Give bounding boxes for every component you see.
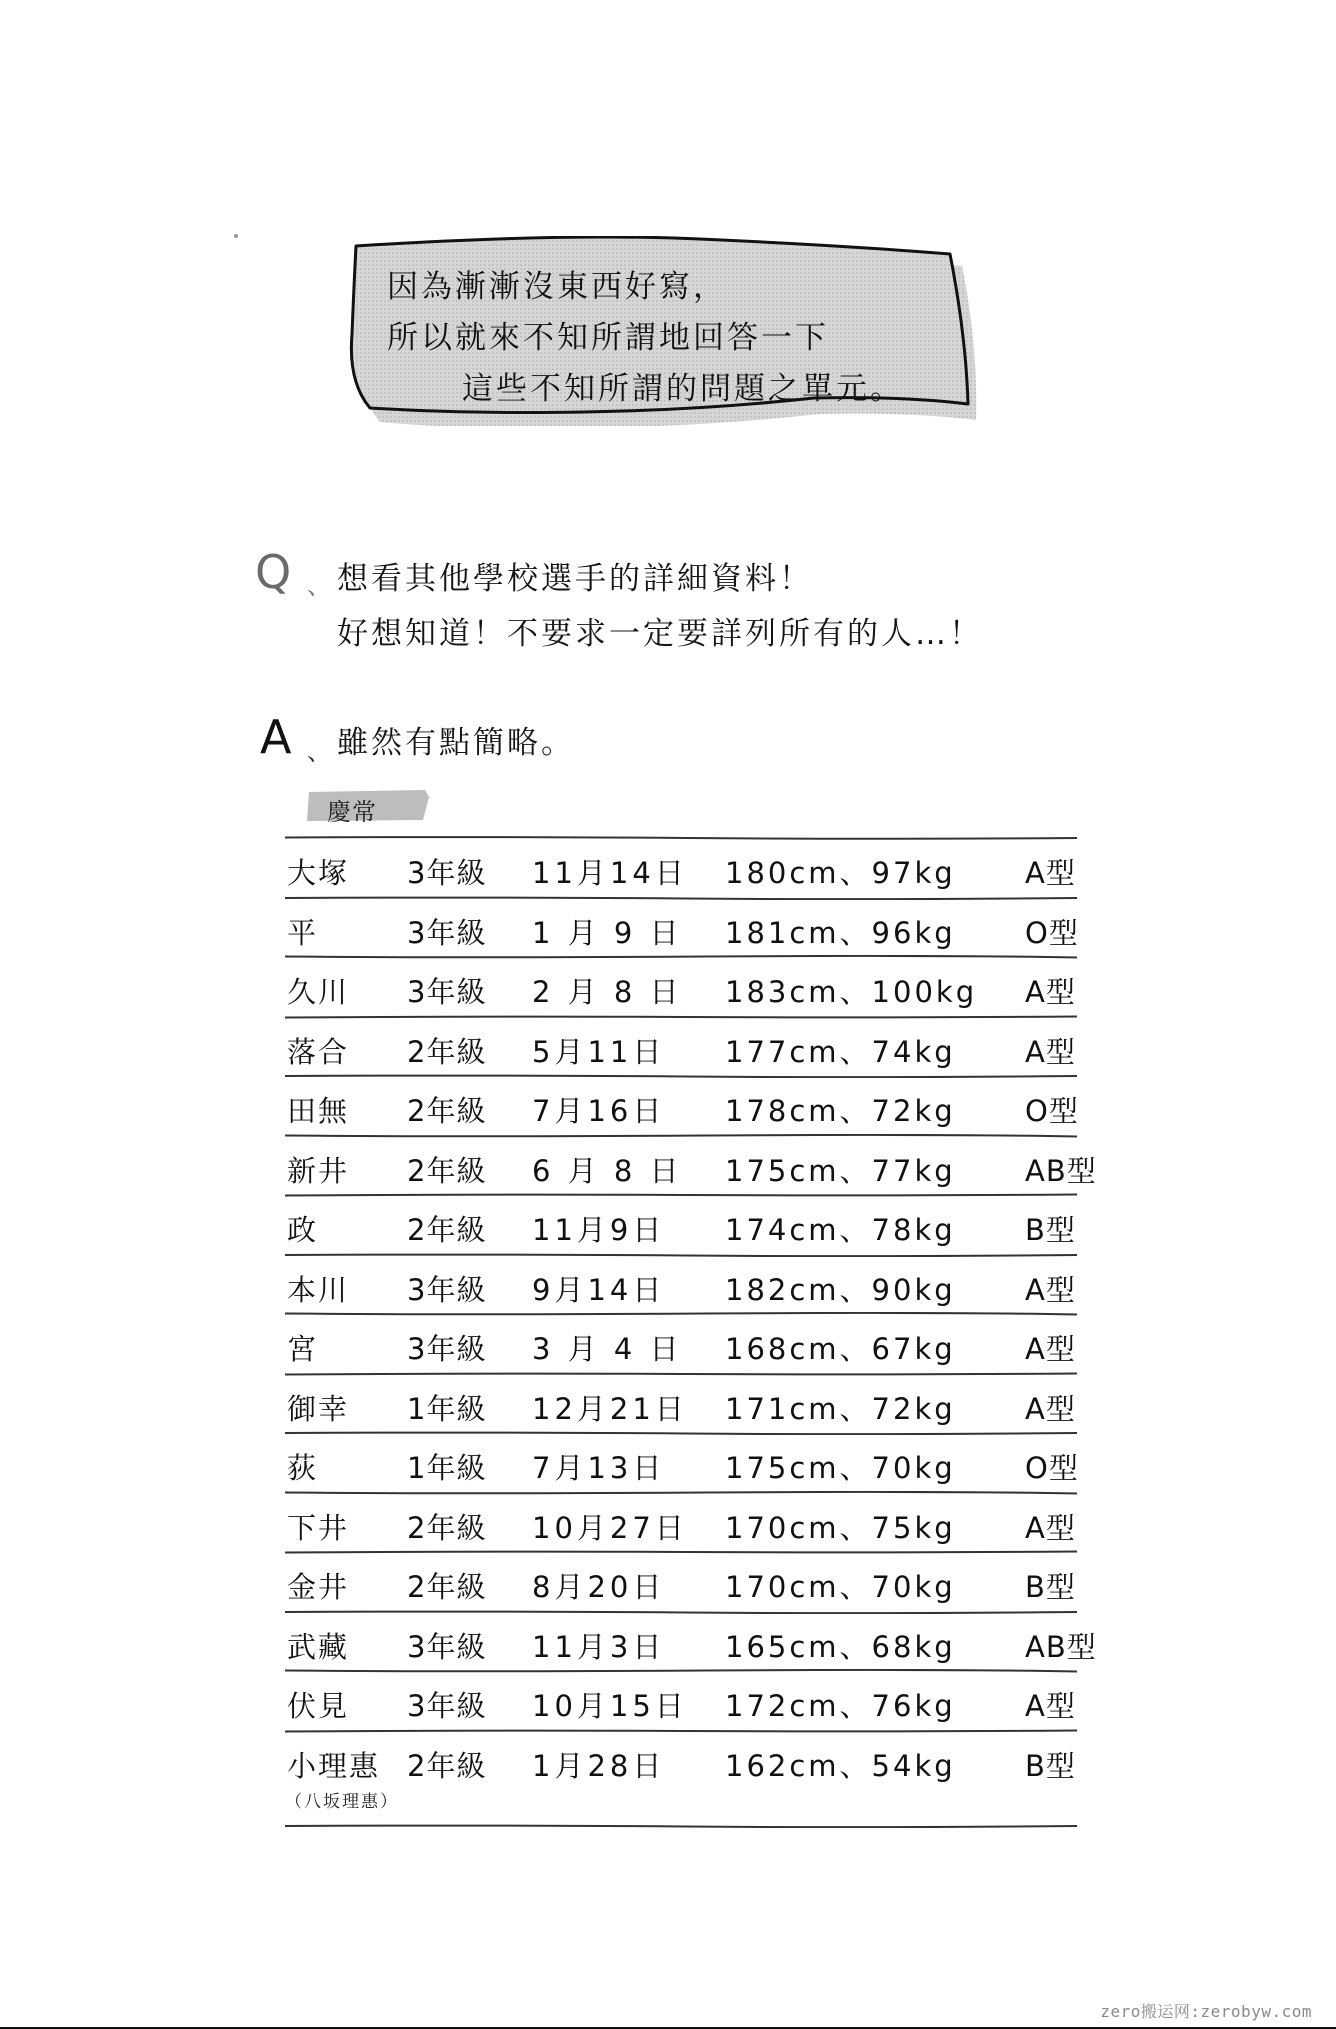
player-birthday: 6 月 8 日 <box>532 1153 683 1188</box>
player-name: 荻 <box>287 1451 319 1485</box>
player-grade: 2年級 <box>407 1034 487 1069</box>
table-rule <box>285 1824 1077 1828</box>
player-name: 田無 <box>287 1094 350 1128</box>
player-height-weight: 177cm、74kg <box>725 1034 956 1069</box>
table-row <box>285 1493 1115 1553</box>
player-name: 伏見 <box>287 1689 350 1723</box>
player-blood-type: A型 <box>1025 1689 1076 1723</box>
player-height-weight: 180cm、97kg <box>725 856 956 890</box>
player-name: 宮 <box>287 1332 319 1366</box>
player-grade: 3年級 <box>407 1629 487 1664</box>
player-grade: 3年級 <box>407 856 487 890</box>
player-height-weight: 171cm、72kg <box>725 1391 956 1426</box>
table-row <box>285 1433 1115 1493</box>
player-height-weight: 174cm、78kg <box>725 1213 956 1247</box>
player-blood-type: A型 <box>1025 1510 1076 1545</box>
table-row <box>285 957 1115 1017</box>
player-blood-type: O型 <box>1025 915 1079 950</box>
player-height-weight: 170cm、70kg <box>725 1570 956 1604</box>
intro-line-3: 這些不知所謂的問題之單元。 <box>462 371 904 407</box>
player-name: 小理惠 <box>287 1748 381 1783</box>
intro-line-1: 因為漸漸沒東西好寫， <box>387 269 727 305</box>
player-blood-type: A型 <box>1025 1272 1076 1307</box>
table-row <box>285 1076 1115 1136</box>
player-height-weight: 178cm、72kg <box>725 1094 956 1128</box>
player-blood-type: A型 <box>1025 1034 1076 1069</box>
player-grade: 1年級 <box>407 1451 487 1485</box>
player-birthday: 11月9日 <box>532 1213 666 1247</box>
player-name: 武藏 <box>287 1629 350 1664</box>
answer-separator: 、 <box>307 738 331 766</box>
player-roster-table <box>285 838 1115 1826</box>
question-separator: 、 <box>307 572 331 600</box>
player-name: 御幸 <box>287 1391 350 1426</box>
watermark: zero搬运网:zerobyw.com <box>1100 2002 1312 2021</box>
player-blood-type: B型 <box>1025 1748 1076 1783</box>
answer-text: 雖然有點簡略。 <box>337 725 575 761</box>
player-birthday: 10月27日 <box>532 1510 688 1545</box>
player-height-weight: 168cm、67kg <box>725 1332 956 1366</box>
player-grade: 2年級 <box>407 1213 487 1247</box>
player-blood-type: AB型 <box>1025 1153 1097 1188</box>
player-height-weight: 181cm、96kg <box>725 915 956 950</box>
player-blood-type: B型 <box>1025 1213 1076 1247</box>
player-blood-type: O型 <box>1025 1094 1079 1128</box>
player-blood-type: B型 <box>1025 1570 1076 1604</box>
player-birthday: 11月14日 <box>532 856 688 890</box>
player-grade: 3年級 <box>407 1689 487 1723</box>
player-grade: 2年級 <box>407 1748 487 1783</box>
player-birthday: 7月16日 <box>532 1094 666 1128</box>
player-alias: （八坂理惠） <box>285 1791 399 1812</box>
player-height-weight: 175cm、77kg <box>725 1153 956 1188</box>
player-height-weight: 175cm、70kg <box>725 1451 956 1485</box>
school-name-tag <box>305 789 431 826</box>
table-row <box>285 1731 1115 1826</box>
player-height-weight: 170cm、75kg <box>725 1510 956 1545</box>
player-height-weight: 182cm、90kg <box>725 1272 956 1307</box>
player-height-weight: 165cm、68kg <box>725 1629 956 1664</box>
table-row <box>285 1612 1115 1672</box>
player-blood-type: A型 <box>1025 856 1076 890</box>
player-grade: 2年級 <box>407 1570 487 1604</box>
table-row <box>285 1195 1115 1255</box>
player-height-weight: 183cm、100kg <box>725 975 978 1009</box>
player-name: 政 <box>287 1213 319 1247</box>
player-name: 平 <box>287 915 319 950</box>
player-birthday: 7月13日 <box>532 1451 666 1485</box>
player-birthday: 12月21日 <box>532 1391 688 1426</box>
player-grade: 2年級 <box>407 1153 487 1188</box>
player-name: 本川 <box>287 1272 350 1307</box>
player-name: 下井 <box>287 1510 350 1545</box>
player-name: 新井 <box>287 1153 350 1188</box>
intro-note-box <box>344 236 984 426</box>
answer-marker: A <box>260 710 292 764</box>
table-row <box>285 1552 1115 1612</box>
player-grade: 2年級 <box>407 1094 487 1128</box>
player-name: 久川 <box>287 975 350 1009</box>
intro-line-2: 所以就來不知所謂地回答一下 <box>387 320 829 356</box>
player-birthday: 1 月 9 日 <box>532 915 683 950</box>
table-row <box>285 898 1115 958</box>
player-grade: 3年級 <box>407 1332 487 1366</box>
ink-speck <box>234 234 238 238</box>
question-line-2: 好想知道！不要求一定要詳列所有的人…！ <box>337 616 983 652</box>
player-grade: 3年級 <box>407 1272 487 1307</box>
player-grade: 3年級 <box>407 975 487 1009</box>
player-blood-type: O型 <box>1025 1451 1079 1485</box>
table-row <box>285 1374 1115 1434</box>
player-name: 落合 <box>287 1034 350 1069</box>
question-line-1: 想看其他學校選手的詳細資料！ <box>337 561 813 597</box>
player-grade: 1年級 <box>407 1391 487 1426</box>
player-height-weight: 172cm、76kg <box>725 1689 956 1723</box>
player-name: 金井 <box>287 1570 350 1604</box>
player-blood-type: A型 <box>1025 975 1076 1009</box>
player-blood-type: A型 <box>1025 1391 1076 1426</box>
question-marker: Q <box>255 545 292 599</box>
table-row <box>285 838 1115 898</box>
player-grade: 3年級 <box>407 915 487 950</box>
table-row <box>285 1136 1115 1196</box>
player-birthday: 5月11日 <box>532 1034 666 1069</box>
player-birthday: 8月20日 <box>532 1570 666 1604</box>
player-birthday: 9月14日 <box>532 1272 666 1307</box>
player-birthday: 1月28日 <box>532 1748 666 1783</box>
table-row <box>285 1314 1115 1374</box>
player-birthday: 2 月 8 日 <box>532 975 683 1009</box>
table-row <box>285 1671 1115 1731</box>
table-row <box>285 1255 1115 1315</box>
school-name: 慶常 <box>327 798 377 826</box>
table-row <box>285 1017 1115 1077</box>
player-height-weight: 162cm、54kg <box>725 1748 956 1783</box>
player-birthday: 11月3日 <box>532 1629 666 1664</box>
player-birthday: 3 月 4 日 <box>532 1332 683 1366</box>
player-birthday: 10月15日 <box>532 1689 688 1723</box>
player-grade: 2年級 <box>407 1510 487 1545</box>
player-name: 大塚 <box>287 856 350 890</box>
player-blood-type: AB型 <box>1025 1629 1097 1664</box>
player-blood-type: A型 <box>1025 1332 1076 1366</box>
